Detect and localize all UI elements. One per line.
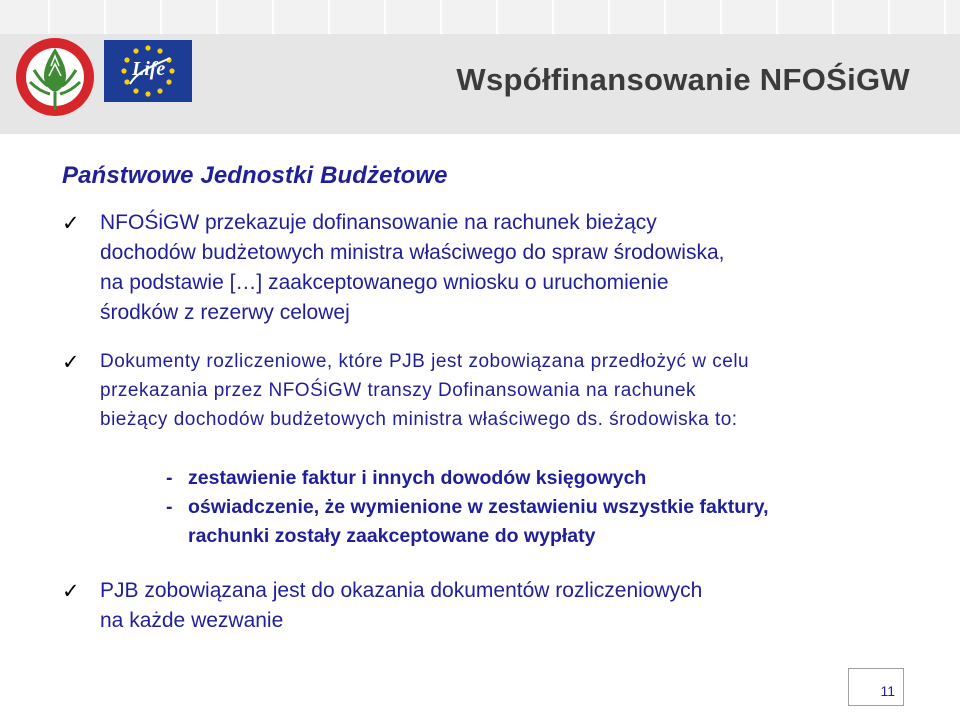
bullet-line: NFOŚiGW przekazuje dofinansowanie na rachunek bieżący <box>100 211 657 234</box>
sub-item-continuation: rachunki zostały zaakceptowane do wypłaty <box>188 525 596 547</box>
slide-title: Współfinansowanie NFOŚiGW <box>456 62 910 97</box>
bullet-item <box>62 576 922 636</box>
sub-item-text: zestawienie faktur i innych dowodów księgowych <box>188 467 647 489</box>
dash-marker: - <box>166 467 173 489</box>
bullet-line: na podstawie […] zaakceptowanego wniosku o uruchomienie <box>100 271 669 294</box>
life-logo-text: Life <box>132 58 166 80</box>
bullet-line: bieżący dochodów budżetowych ministra właściwego ds. środowiska to: <box>100 409 738 430</box>
page-number: 11 <box>880 683 895 699</box>
bullet-line: Dokumenty rozliczeniowe, które PJB jest zobowiązana przedłożyć w celu <box>100 351 750 372</box>
checkmark-icon: ✓ <box>62 580 80 603</box>
bullet-line: środków z rezerwy celowej <box>100 301 350 324</box>
bullet-text <box>100 576 922 636</box>
page-number-box <box>848 668 904 706</box>
bullet-line: dochodów budżetowych ministra właściwego do spraw środowiska, <box>100 241 725 264</box>
checkmark-icon: ✓ <box>62 212 80 235</box>
bullet-line: przekazania przez NFOŚiGW transzy Dofinansowania na rachunek <box>100 380 697 401</box>
slide-header <box>0 0 960 134</box>
section-heading: Państwowe Jednostki Budżetowe <box>62 162 448 189</box>
sub-list <box>166 464 906 551</box>
sub-list-item <box>166 464 906 493</box>
sub-list-item <box>166 493 906 522</box>
sub-item-text: oświadczenie, że wymienione w zestawieniu wszystkie faktury, <box>188 496 769 518</box>
bullet-line: PJB zobowiązana jest do okazania dokumentów rozliczeniowych <box>100 579 703 602</box>
checkmark-icon: ✓ <box>62 351 81 374</box>
bullet-item <box>62 208 922 328</box>
bullet-text <box>100 208 922 328</box>
nfosigw-logo-icon <box>14 36 96 118</box>
bullet-item <box>62 347 922 434</box>
dash-marker: - <box>166 496 173 518</box>
bullet-line: na każde wezwanie <box>100 609 284 632</box>
bullet-text <box>100 347 922 434</box>
